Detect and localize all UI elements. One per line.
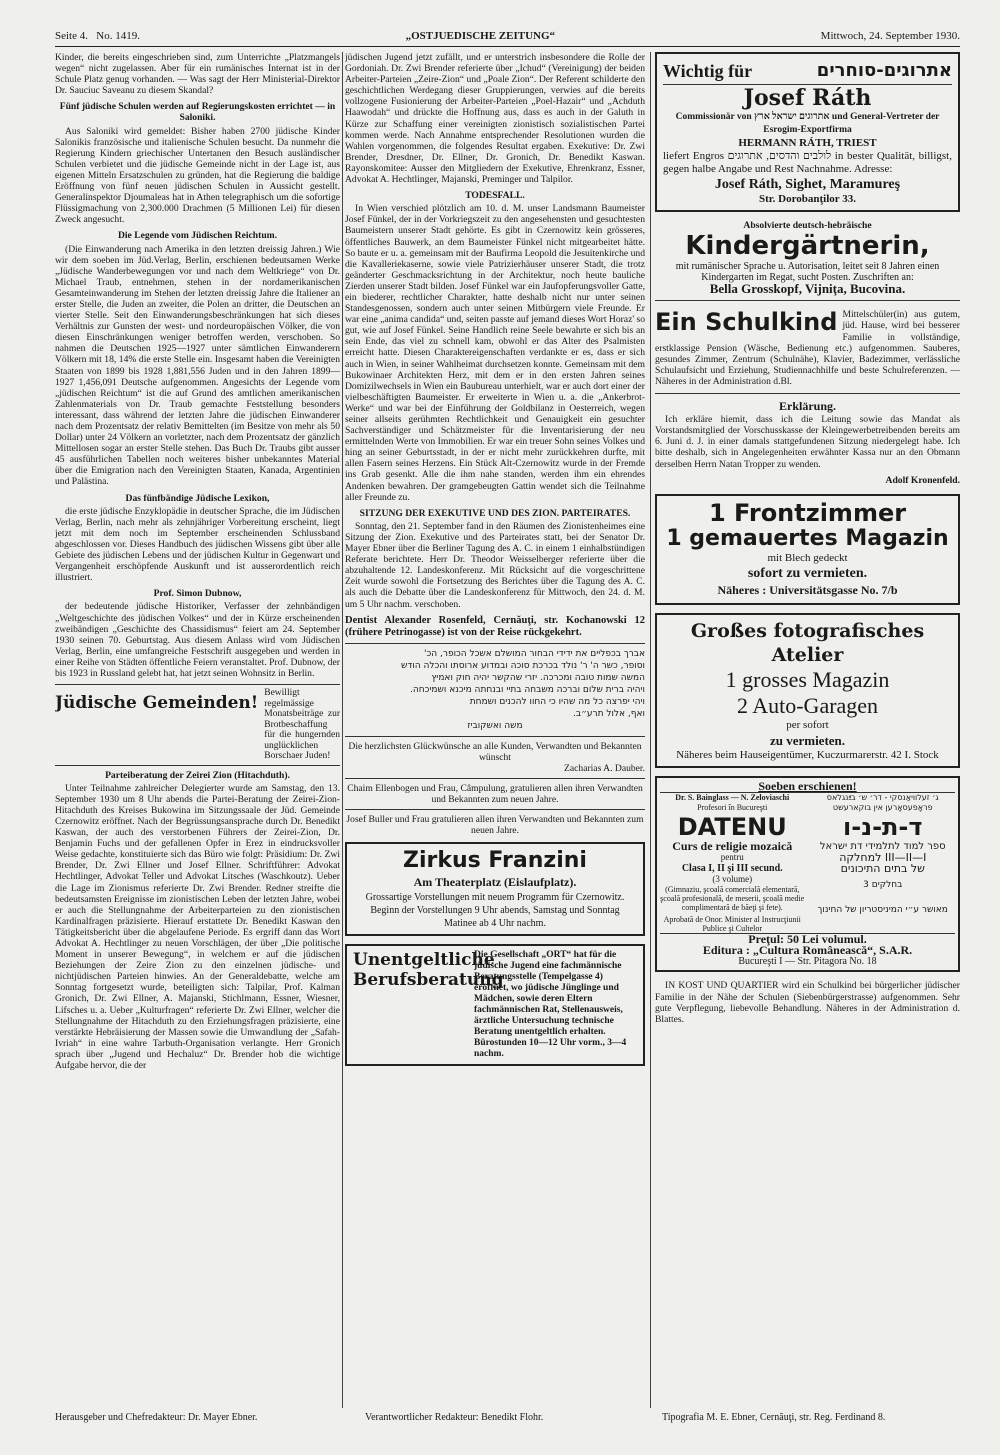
book-line: III—II—I למחלקה [839, 850, 927, 864]
article-text: In Wien verschied plötzlich am 10. d. M. unser Landsmann Baumeister Josef Fünkel, der in der Vorkriegszeit zu den angesehensten und gesuchtesten Baumeistern unserer Stadt gehörte. Es gibt in Czernowitz kein grösseres, öffentliches Bauwerk, an dem Baumeister Fünkel nicht mitgearbeitet hätte. So baute er u. a. gemeinsam mit der Baufirma Leopold die Jesuitenkirche und die Kavalleriekaserne, sowie viele Patrizierhäuser unserer Stadt, die trotz geänderter Geschmacksrichtung in der Architektur, noch heute bauliche Zierden unserer Stadt bilden. Josef Fünkel war ein Jaufopferungsvoller Gatte, ein biederer, rechtlicher Charakter, hatte deshalb nicht nur unter seinen Standesgenossen, sondern auch unter seinen Mitbürgern viele Freunde. Er war eine „anima candida“ und, seiten passte auf jemand dieses Wort Horaz' so gut, wie auf Josef Fünkel. Seine Handlich reine Seele bewahrte er sich bis an sein Ende, das viel zu schnell kam, obwohl er das Alter des Psalmisten erreicht hatte. Diesen Charaktereigenschaften verdankte er es, dass er sich auch in Wien, in seiner Wahlheimat durchsetzen konnte. Gemeinsam mit dem Bukowinaer Architekten Herz, mit dem er in den ersten Jahren seines Domizilwechsels in Wien ein Baubureau unterhielt, war er auch dort einer der vielbeschäftigten Baumeister. Er erweiterte in Wien u. a. die „Ankerbrot-Werke“ und war bei der Einführung der Goldbilanz in Oesterreich, wegen seiner allseits gerühmten Rechtlichkeit und Genauigkeit ein gesuchter Sachverständiger und Schätzmeister für die Inventarisierung der neu ermittelnden Werte von Immobilien. Er war ein treuer Sohn seines Volkes und hing an seiner Geburtsstadt, in der er nicht mehr zurückkehren durfte, mit allen Fasern seines Herzens. Ein Stück Alt-Czernowitz wurde in der Fremde ins Grab gesenkt. Alle die ihm nahe standen, werden ihm ein ehrendes Andenken bewahren. Der gramgebeugten Gattin wendet sich die Teilnahme aller Freunde zu. [345, 203, 645, 503]
authors-romanian [660, 793, 805, 813]
article-text: der bedeutende jüdische Historiker, Verfasser der zehnbändigen „Weltgeschichte des jüdischen Volkes“ und der in Kürze erscheinenden zweibändigen „Geschichte des Chassidismus“ feiert am 24. September 1930 seinen 70. Geburtstag. Aus diesem Anlass wird vom Jüdischen Verlag, Berlin, eine umfangreiche Festschrift ausgegeben und werden in einer Reihe von Städten öffentliche Feiern veranstaltet. Prof. Dubnow, der bis 1923 in Russland gelebt hat, hat jetzt seinen Wohnsitz in Berlin. [55, 601, 340, 679]
berufsberatung-ad [345, 944, 645, 1066]
ad-hebrew-title: אתרוגים-סוחרים [816, 60, 952, 81]
hebrew-line: ויהיה ברית שלום וברכה משבחה בתיי ובנחתה מיכנא ושמיכחה. [410, 684, 645, 695]
article-text: Sonntag, den 21. September fand in den Räumen des Zionistenheimes eine Sitzung der Zion. Exekutive und des Parteirates statt, bei der Senator Dr. Mayer Ebner über die Berliner Tagung des A. C. in einem 1 einhalbstündigen Referate berichtete. Herr Dr. Theodor Weisselberger referierte über die abzuhaltende 12. Landeskonferenz. Mit Rücksicht auf die vorgeschrittene Zeit wurde sowohl die Fortsetzung des Berichtes über die Tagung des A. C. als auch die Debatte über die Landeskonferenz für Mittwoch, den 24. d. M. um 5 Uhr nachm. verschoben. [345, 520, 645, 610]
appeal-text: Bewilligt regelmässige Monatsbeiträge zur Brotbeschaffung für die hungernden unglücklichen Borschaer Juden! [264, 688, 340, 762]
book-line: (Gimnaziu, şcoală comercială elementară, şcoală profesională, de meserii, şcoală medie complimentară de băeţi şi fete). [660, 885, 805, 913]
footer-printer: Tipografia M. E. Ebner, Cernăuţi, str. Reg. Ferdinand 8. [662, 1412, 886, 1423]
article-heading: Parteiberatung der Zeirei Zion (Hitachduth). [105, 769, 290, 781]
ad-text: Commissionär von אתרוגים ישראל ארץ und General-Vertreter der Esrogim-Exportfirma [675, 112, 940, 135]
appeal-title: Jüdische Gemeinden! [55, 693, 259, 714]
column-rule [342, 52, 343, 1408]
article-heading: SITZUNG DER EXEKUTIVE UND DES ZION. PARTEIRATES. [359, 507, 631, 519]
author-names: ג׳ זעלוויאַנסקי - דר׳ ש׳ בײַנגלאס [826, 792, 939, 802]
circus-subtitle: Am Theaterplatz (Eislaufplatz). [413, 875, 577, 890]
hebrew-side [811, 813, 956, 933]
dentist-notice: Dentist Alexander Rosenfeld, Cernăuţi, str. Kochanowski 12 (frühere Petrinogasse) ist von der Reise rückgekehrt. [345, 615, 645, 644]
ad-line: per sofort [786, 718, 829, 731]
ad-line: 1 grosses Magazin [725, 666, 890, 692]
greeting-signature: Zacharias A. Dauber. [564, 762, 645, 774]
ad-subtitle: Absolvierte deutsch-hebräische [743, 220, 872, 231]
book-line: pentru [720, 851, 744, 862]
article-heading: Die Legende vom Jüdischen Reichtum. [117, 230, 278, 242]
hebrew-signature: משה ואשקוביז [467, 720, 523, 731]
author-role: פראָפעסאָרען אין בוקארעשט [832, 802, 933, 812]
book-line: ספר למוד לתלמידי דת ישראל [819, 840, 946, 852]
greeting-block: Josef Buller und Frau gratulieren allen ihren Verwandten und Bekannten zum neuen Jahre. [345, 809, 645, 836]
erklaerung [655, 393, 960, 486]
erklaerung-signature: Adolf Kronenfeld. [885, 474, 960, 486]
ad-firm: HERMANN RÁTH, TRIEST [738, 137, 877, 149]
erklaerung-title: Erklärung. [778, 399, 836, 414]
author-role: Profesori în Bucureşti [697, 802, 768, 812]
berufsberatung-text: Die Gesellschaft „ORT“ hat für die jüdische Jugend eine fachmännische Beratungsstelle (Tempelgasse 4) eröffnet, wo jüdische Jünglinge und Mädchen, sowie deren Eltern fachmännischen Rat, Stellenausweis, ärztliche Untersuchung technische Beratung unentgeltlich erhalten. Bürostunden 10—12 Uhr vorm., 3—4 nachm. [474, 950, 637, 1060]
article-text: (Die Einwanderung nach Amerika in den letzten dreissig Jahren.) Wie wir dem soeben im Jüd.Verlag, Berlin, erschienen bedeutsamen Werke „Jüdische Wanderbewegungen vor und nach dem Weltkriege“ von Dr. Michael Traub, entnehmen, stehen in der nordamerikanischen Gesamteinwanderung im Stehen der letzten dreissig Jahre die Italiener an erster Stelle, die Juden an zweiter, die Polen an dritter, die Deutschen an vierter Stelle. Seit den Einwanderungsbeschränkungen hat sich dieses Verhältnis zur Gunsten der west- und nordeuropäischen Völker, die von diesen Einschränkungen weniger betroffen werden, verschoben. So nahmen die Deutschen 1925—1927 unter sämtlichen Einwanderern Völkern mit 18, 14% die erste Stelle ein. Insgesamt haben die Vereinigten Staaten von 1899 bis 1928 1,881,556 Juden und in den Jahren 1899—1927 1,456,091 Deutsche aufgenommen. Angesichts der Legende vom „jüdischen Reichtum“ ist die auf Grund des amtlichen amerikanischen Zahlenmaterials von Dr. Traub gemachte Feststellung besonders interessant, dass während der letzten Jahre die jüdischen Einwanderer nach dem Prozentsatz der relativ Bemittelten (im Besitze von mehr als 50 Dollar) unter 24 Völkern an vorletzter, nach dem Prozentsatz der gänzlich Mittellosen sogar an erster Stelle stehen. Das Buch Dr. Traubs gibt ausser 45 ausführlichen Tabellen noch weiteres bisher unbekanntes Material über die Emigration nach den Vereinigten Staaten, Kanada, Argentinien und Palästina. [55, 243, 340, 488]
ad-line: 1 Frontzimmer [708, 498, 907, 527]
kindergarten-ad [655, 220, 960, 301]
ad-line: mit Blech gedeckt [767, 551, 848, 564]
datenu-book-ad [655, 776, 960, 973]
book-line: של בתים התיכונים [840, 861, 925, 875]
article-heading: Prof. Simon Dubnow, [153, 588, 242, 600]
page-header [55, 26, 960, 47]
ad-address: Bella Grosskopf, Vijniţa, Bucovina. [709, 281, 906, 297]
page-number: Seite 4. No. 1419. [55, 30, 140, 42]
ad-name: Josef Ráth [743, 85, 872, 111]
ad-text: liefert Engros לולבים והדסים, אתרוגים in bester Qualität, billigst, gegen halbe Angabe und Rest Nachnahme. Adresse: [663, 150, 952, 175]
newspaper-title: „OSTJUEDISCHE ZEITUNG“ [405, 30, 556, 42]
footer-publisher: Herausgeber und Chefredakteur: Dr. Mayer Ebner. [55, 1412, 258, 1423]
hebrew-line: המשה שמות טובה ומכרכה. יזרי שהקשר יהיה חוק ואמיץ [431, 672, 645, 683]
ad-line: 2 Auto-Garagen [736, 692, 879, 718]
ad-text: mit rumänischer Sprache u. Autorisation, leitet seit 8 Jahren einen Kindergarten im Regat, sucht Posten. Zuschriften an: [675, 261, 940, 284]
circus-ad [345, 842, 645, 936]
kost-notice: IN KOST UND QUARTIER wird ein Schulkind bei bürgerlicher jüdischer Familie in der Nähe der Schulen (Siebenbürgerstrasse) aufgenommen. Sehr gute Verpflegung, liebevolle Behandlung. Näheres in der Administration d. Blattes. [655, 980, 960, 1025]
gemeinden-appeal [55, 684, 340, 766]
ad-line: Näheres beim Hauseigentümer, Kuczurmarerstr. 42 I. Stock [676, 748, 939, 761]
book-title: DATENU [677, 812, 787, 841]
book-publisher: Editura : „Cultura Românească“, S.A.R. [702, 943, 913, 958]
book-approval: Aprobată de Onor. Minister al Instrucţiunii Publice şi Cultelor [663, 915, 801, 934]
greeting-text: Die herzlichsten Glückwünsche an alle Kunden, Verwandten und Bekannten wünscht [348, 740, 642, 763]
book-approval: מאושר ע״י המיניסטריון של החינוך [817, 905, 948, 916]
column-right [655, 52, 960, 1408]
berufsberatung-title: Unentgeltliche Berufsberatung [353, 950, 504, 991]
author-names: Dr. S. Bainglass — N. Zeloviaschi [675, 792, 790, 802]
ad-line: Näheres : Universitätsgasse No. 7/b [717, 582, 898, 597]
article-heading: Fünf jüdische Schulen werden auf Regierungskosten errichtet — in Saloniki. [59, 101, 336, 124]
book-subtitle: Curs de religie mozaică [672, 838, 793, 853]
book-title-hebrew: ד-ת-נ-ו [843, 812, 923, 841]
column-left [55, 52, 340, 1408]
atelier-ad [655, 613, 960, 768]
ad-line: 1 gemauertes Magazin [666, 525, 949, 551]
schulkind-ad [655, 309, 960, 387]
esrogim-ad [655, 52, 960, 212]
greeting-block [345, 736, 645, 774]
footer-editor: Verantwortlicher Redakteur: Benedikt Flohr. [365, 1412, 544, 1423]
book-line: Clasa I, II şi III secund. [681, 862, 783, 874]
hebrew-line: ויהי יפרצה כל מה שהיו כי החוו להכנים ושמחת [469, 696, 645, 707]
erklaerung-text: Ich erkläre hiemit, dass ich die Leitung sowie das Mandat als Vorstandsmitglied der Vorschusskasse der Kleingewerbetreibenden bereits am 6. Juni d. J. in einer damals stattgefundenen Sitzung niedergelegt habe. Ich bitte deshalb, sich in Angelegenheiten erwähnter Kassa nur an den Obmann derselben Herrn Natan Tropper zu wenden. [655, 414, 960, 470]
ad-line: sofort zu vermieten. [747, 565, 868, 581]
book-price: Preţul: 50 Lei volumul. [660, 933, 955, 945]
column-rule [650, 52, 651, 1408]
authors-row [660, 793, 955, 813]
ad-line: Großes fotografisches Atelier [690, 619, 925, 666]
authors-hebrew [811, 793, 956, 813]
office-hours: Bürostunden 10—12 Uhr vorm., 3—4 nachm. [474, 1038, 627, 1060]
hebrew-greeting [345, 648, 645, 732]
circus-text: Grossartige Vorstellungen mit neuem Programm für Czernowitz. Beginn der Vorstellungen 9 Uhr abends, Samstag und Sonntag Matinee ab 4 Uhr nachm. [365, 892, 625, 930]
hebrew-line: וסופר, כשר ה' ר' נולד בכרכת סוכה ובמדוע ארוסתו והכלה הודש [400, 660, 645, 671]
article-text: jüdischen Jugend jetzt zufällt, und er unterstrich insbesondere die Rolle der Gordoniah. Dr. Zwi Brender referierte über „Ichud“ (Vereinigung) der beiden Arbeiter-Parteien „Zeire-Zion“ und „Poale Zion“. Der Referent schilderte den geschichtlichen Werdegang dieser Gruppierungen, verwies auf die bereits vollzogene Fusionierung der Arbeiter-Parteien „Poel-Hazair“ und „Achduth Haawodah“ und drückte die Hoffnung aus, dass es auch in der Galuth in Kürze zur Schaffung einer vereinigten zionistisch sozialistischen Partei kommen werde. Nach Annahme entsprechender Resolutionen wurden die Wahlen vorgenommen, die folgendes Resultat ergaben. Exekutive: Dr. Zwi Brender, Dresdner, Dr. Ellner, Dr. Gronich, Dr. Benedikt Kaswan. Rayonskomitee: Ausser den Mitgliedern der Exekutive, Ehrenkranz, Essner, Advokat A. Hechtlinger, Majanski, Preminger und Talpilor. [345, 52, 645, 186]
article-text: Unter Teilnahme zahlreicher Delegierter wurde am Samstag, den 13. September 1930 um 8 Uhr abends die Partei-Beratung der Zeirei-Zion-Hitachduth des Kreises Bukowina im Sitzungssaale der Jüd. Gemeinde Czernowitz eröffnet. Nach der Begrüssungsansprache durch Dr. Benedikt Kaswan, der auch des verstorbenen Führers der Zeirei-Zion, Dr. Benjamin Fuchs und der gefallenen Opfer in Erez in eindrucksvoller Weise gedachte, konstituierte sich das Büro wie folgt: Präsidium: Dr. Zwi Brender, Dr. Zwi Ellner und Josef Ellner. Schriftführer: Advokat Hechtlinger, Advokat Teller und Advokat Litsches (Waschkoutz). Ueber die Lage im Zionismus referierte Dr. Zwi Brender. Redner streifte die bedeutsamsten Ereignisse im zionistischen Leben der letzten Jahre, wobei er auch die Stellungnahme der Arbeiterparteien zu den zionistischen Kardinalfragen präzisierte. Hierauf erstattete Dr. Benedikt Kaswan den Tätigkeitsbericht über die abgelaufene Periode. Es ergriff dann das Wort Advokat A. Hechtlinger zu neuen Vorschlägen, der über „Die politische Moment in unserer Bewegung“, in welchem er auf die jüdischen Beziehungen der Zeire Zion zu den einzelnen jüdische- und nichtjüdischen Parteien hinwies. An der Generaldebatte, welche am Sonntag fortgesetzt wurde, beteiligten sich: Talpilar, Prof. Kalman Gronich, Dr. Zwi Ellner, A. Majanski, Stichlmann, Essner, Wiesner, Lifsches u. a. Ueber „Kulturfragen“ referierte Dr. Zwi Ellner, welcher die Stellungnahme der Hitachduth zu den Erziehungsfragen präzisierte, eine verstärkte Hebräisierung der Massen sowie die Umwandlung der „Safah-Ivriah“ in eine wahre Tarbuth-Organisation verlangte. Herr Gronich sprach über „Jugend und Hechaluz“ Dr. Brender hob die wichtige Aufgabe hervor, die der [55, 782, 340, 1071]
issue-date: Mittwoch, 24. September 1930. [820, 30, 960, 42]
book-line: (3 volume) [712, 874, 753, 885]
book-title-row [660, 813, 955, 933]
ad-title: Wichtig für [663, 61, 753, 81]
ad-heading [663, 58, 952, 85]
ad-title: Ein Schulkind [655, 308, 838, 337]
ad-line: zu vermieten. [769, 732, 846, 748]
intro-paragraph: Kinder, die bereits eingeschrieben sind, zum Unterrichte „Platzmangels wegen“ nicht zugelassen. Aber für ein rumänisches Internat ist in der Schule Platz genug vorhanden. — Was sagt der Herr Ministerial-Direktor Dr. Sauciuc Saveanu zu diesem Skandal? [55, 52, 340, 97]
book-line: בחלקים 3 [863, 880, 903, 891]
article-text: die erste jüdische Enzyklopädie in deutscher Sprache, die im Jüdischen Verlag, Berlin, nach mehr als zehnjähriger Vorbereitung erscheint, liegt jetzt mit dem noch im September erscheinenden Schlussband abgeschlossen vor. Dieses Handbuch des jüdischen Wissens gibt über alle Gebiete des jüdischen Lebens und der jüdischen Kultur in Gegenwart und Vergangenheit erschöpfende Auskunft und ist ausserordentlich reich illustriert. [55, 505, 340, 584]
romanian-side [660, 813, 805, 933]
hebrew-line: אברך בכפליים את ידידי הבחור המושלם אשכל הכופר, הכ' [424, 648, 645, 659]
ad-address: Josef Ráth, Sighet, Maramureş [714, 177, 901, 192]
greeting-block: Chaim Ellenbogen und Frau, Câmpulung, gratulieren allen ihren Verwandten und Bekannten zum neuen Jahre. [345, 778, 645, 805]
circus-title: Zirkus Franzini [403, 848, 587, 874]
ad-street: Str. Dorobanţilor 33. [759, 193, 856, 205]
ad-text: Mittelschüler(in) aus gutem, jüd. Hause, wird bei besserer Familie in vollständige, erstklassige Pension (Wäsche, Bedienung etc.) aufgenommen. Sauberes, gesundes Zimmer, Zentrum (Schulnähe), Klavier, Badezimmer, verlässliche Schulaufsicht und Erziehung, Studiennachhilfe und beste Schulreferenzen. — Näheres in der Administration d.Bl. [655, 309, 960, 387]
article-heading: Das fünfbändige Jüdische Lexikon, [125, 492, 270, 504]
hebrew-line: ואף, אלול תרע״ב. [573, 708, 645, 719]
article-heading: TODESFALL. [465, 190, 525, 202]
ad-banner: Soeben erschienen! [660, 781, 955, 793]
frontzimmer-ad [655, 494, 960, 605]
book-address: Bucureşti I — Str. Pitagora No. 18 [738, 956, 877, 968]
column-middle [345, 52, 645, 1408]
article-text: Aus Saloniki wird gemeldet: Bisher haben 2700 jüdische Kinder Salonikis französische und italienische Schulen besucht. Da nunmehr die Regierung Kindern griechischer Untertanen den Besuch ausländischer Schulen verbietet und die jüdische Gemeinde nicht in der Lage ist, aus eigenen Mitteln Ersatzschulen zu gründen, hat die Regierung die baldige Eröffnung von fünf neuen jüdischen Schulen in Aussicht gestellt. Generalinspektor Djoumaleas hat in Athen telegraphisch um die sofortige Flüssigmachung von 2,300.000 Drachmen (5 Millionen Lei) für diesen Zweck angesucht. [55, 125, 340, 226]
ad-title: Kindergärtnerin, [685, 231, 930, 262]
